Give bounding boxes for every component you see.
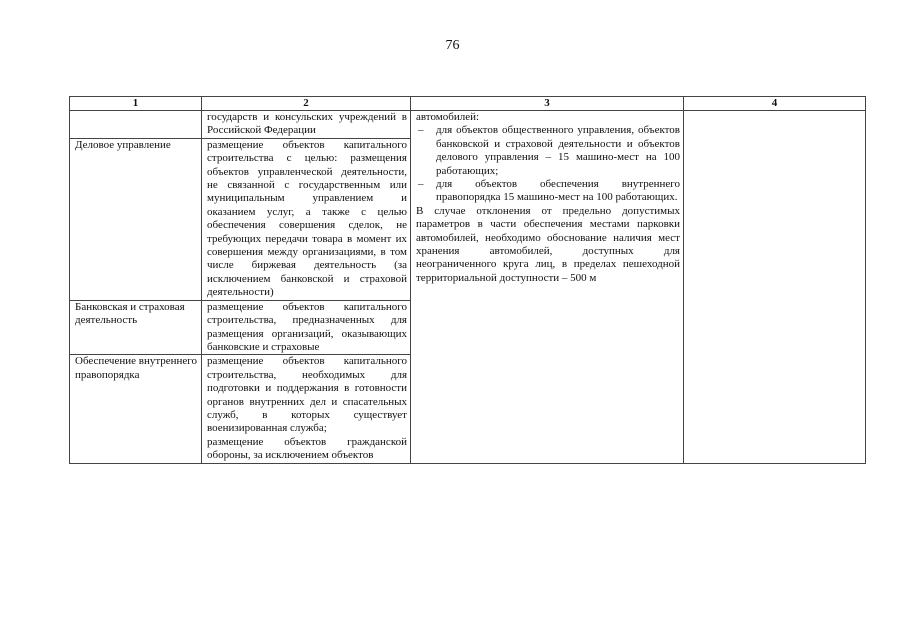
zoning-table [69,96,866,464]
land-use-description-cell [202,355,411,463]
land-use-description-cell [202,111,411,139]
land-use-type-cell: Деловое управление [70,138,202,300]
dash-bullet: – [418,178,424,191]
parameter-list-item [416,124,680,178]
land-use-description-continued: размещение объектов гражданской обороны, за исключением объектов [207,435,407,462]
land-use-type-cell [70,111,202,139]
parameter-item-text: для объектов обеспечения внутреннего правопорядка 15 машино-мест на 100 работающих. [436,178,680,204]
parameter-item-text: для объектов общественного управления, объектов банковской и страховой деятельности и объектов делового управления – 15 машино-мест на 100 работающих; [436,124,680,177]
parameters-cell [411,111,684,464]
column-header-4: 4 [684,97,866,111]
parameters-intro: автомобилей: [416,111,480,123]
parameter-list-item [416,178,680,205]
column-header-1: 1 [70,97,202,111]
page-number: 76 [445,38,460,53]
parameters-paragraph: В случае отклонения от предельно допустимых параметров в части обеспечения местами парковки автомобилей, необходимо обоснование наличия мест хранения автомобилей, доступных для неограниченного круга лиц, в пределах пешеходной территориальной доступности – 500 м [416,204,680,284]
land-use-description: государств и консульских учреждений в Российской Федерации [207,111,407,137]
dash-bullet: – [418,124,424,137]
column-header-2: 2 [202,97,411,111]
land-use-description: размещение объектов капитального строительства, необходимых для подготовки и поддержания в готовности органов внутренних дел и спасательных служб, в которых существует военизированная служба; [207,355,407,435]
land-use-description: размещение объектов капитального строительства с целью: размещения объектов управленческой деятельности, не связанной с государственным или муниципальным управлением и оказанием услуг, а также с целью обеспечения совершения сделок, не требующих передачи товара в момент их совершения между организациями, в том числе биржевая деятельность (за исключением банковской и страховой деятельности) [207,138,407,299]
land-use-description: размещение объектов капитального строительства, предназначенных для размещения организаций, оказывающих банковские и страховые [207,300,407,353]
land-use-type-cell: Банковская и страховая деятельность [70,300,202,355]
column-header-3: 3 [411,97,684,111]
table-row [70,111,866,139]
table-header-row [70,97,866,111]
notes-cell [684,111,866,464]
land-use-description-cell [202,138,411,300]
land-use-description-cell [202,300,411,355]
land-use-type-cell: Обеспечение внутреннего правопорядка [70,355,202,463]
